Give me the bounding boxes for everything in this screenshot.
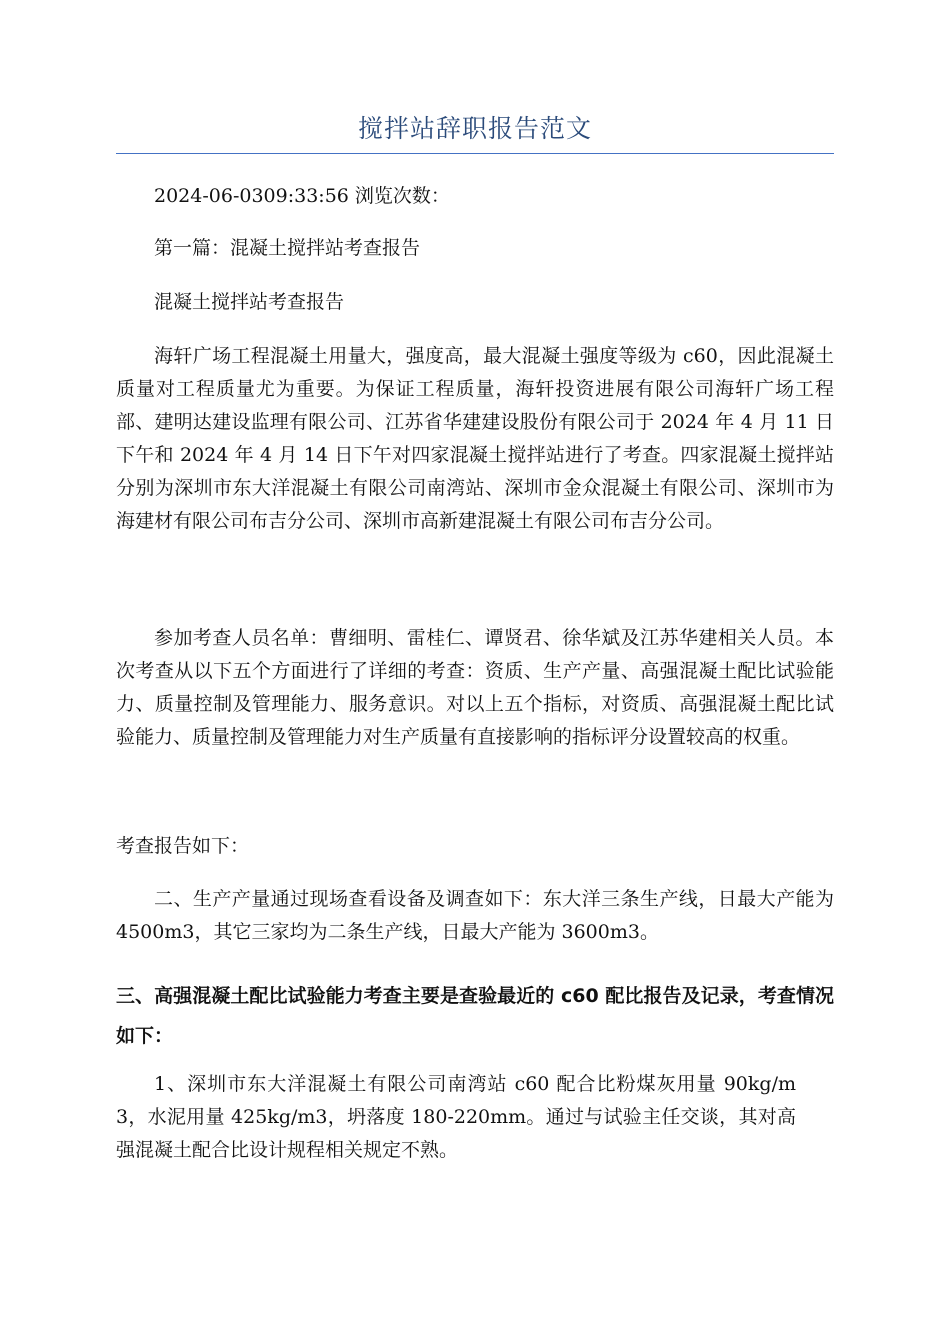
section-three-heading: 三、高强混凝土配比试验能力考查主要是查验最近的 c60 配比报告及记录，考查情况如下：	[116, 985, 834, 1047]
paragraph-production: 二、生产产量通过现场查看设备及调查如下：东大洋三条生产线，日最大产能为 4500m3，其它三家均为二条生产线，日最大产能为 3600m3。	[116, 888, 834, 943]
paragraph-participants: 参加考查人员名单：曹细明、雷桂仁、谭贤君、徐华斌及江苏华建相关人员。本次考查从以下五个方面进行了详细的考查：资质、生产产量、高强混凝土配比试验能力、质量控制及管理能力、服务意识。对以上五个指标，对资质、高强混凝土配比试验能力、质量控制及管理能力对生产质量有直接影响的指标评分设置较高的权重。	[116, 627, 834, 748]
document-title: 搅拌站辞职报告范文	[357, 114, 592, 143]
report-intro: 考查报告如下：	[116, 835, 250, 857]
sub-heading: 混凝土搅拌站考查报告	[154, 291, 345, 313]
paragraph-intro: 海轩广场工程混凝土用量大，强度高，最大混凝土强度等级为 c60，因此混凝土质量对工程质量尤为重要。为保证工程质量，海轩投资进展有限公司海轩广场工程部、建明达建设监理有限公司、江苏省华建建设股份有限公司于 2024 年 4 月 11 日下午和 2024 年 4 月 14 日下午对四家混凝土搅拌站进行了考查。四家混凝土搅拌站分别为深圳市东大洋混凝土有限公司南湾站、深圳市金众混凝土有限公司、深圳市为海建材有限公司布吉分公司、深圳市高新建混凝土有限公司布吉分公司。	[116, 345, 834, 532]
meta-line: 2024-06-0309:33:56 浏览次数：	[154, 185, 450, 207]
paragraph-dongdayang: 1、深圳市东大洋混凝土有限公司南湾站 c60 配合比粉煤灰用量 90kg/m3，水泥用量 425kg/m3，坍落度 180-220mm。通过与试验主任交谈，其对高强混凝土配合比设计规程相关规定不熟。	[116, 1073, 796, 1161]
part-heading: 第一篇：混凝土搅拌站考查报告	[154, 237, 421, 259]
title-underline	[116, 153, 834, 154]
